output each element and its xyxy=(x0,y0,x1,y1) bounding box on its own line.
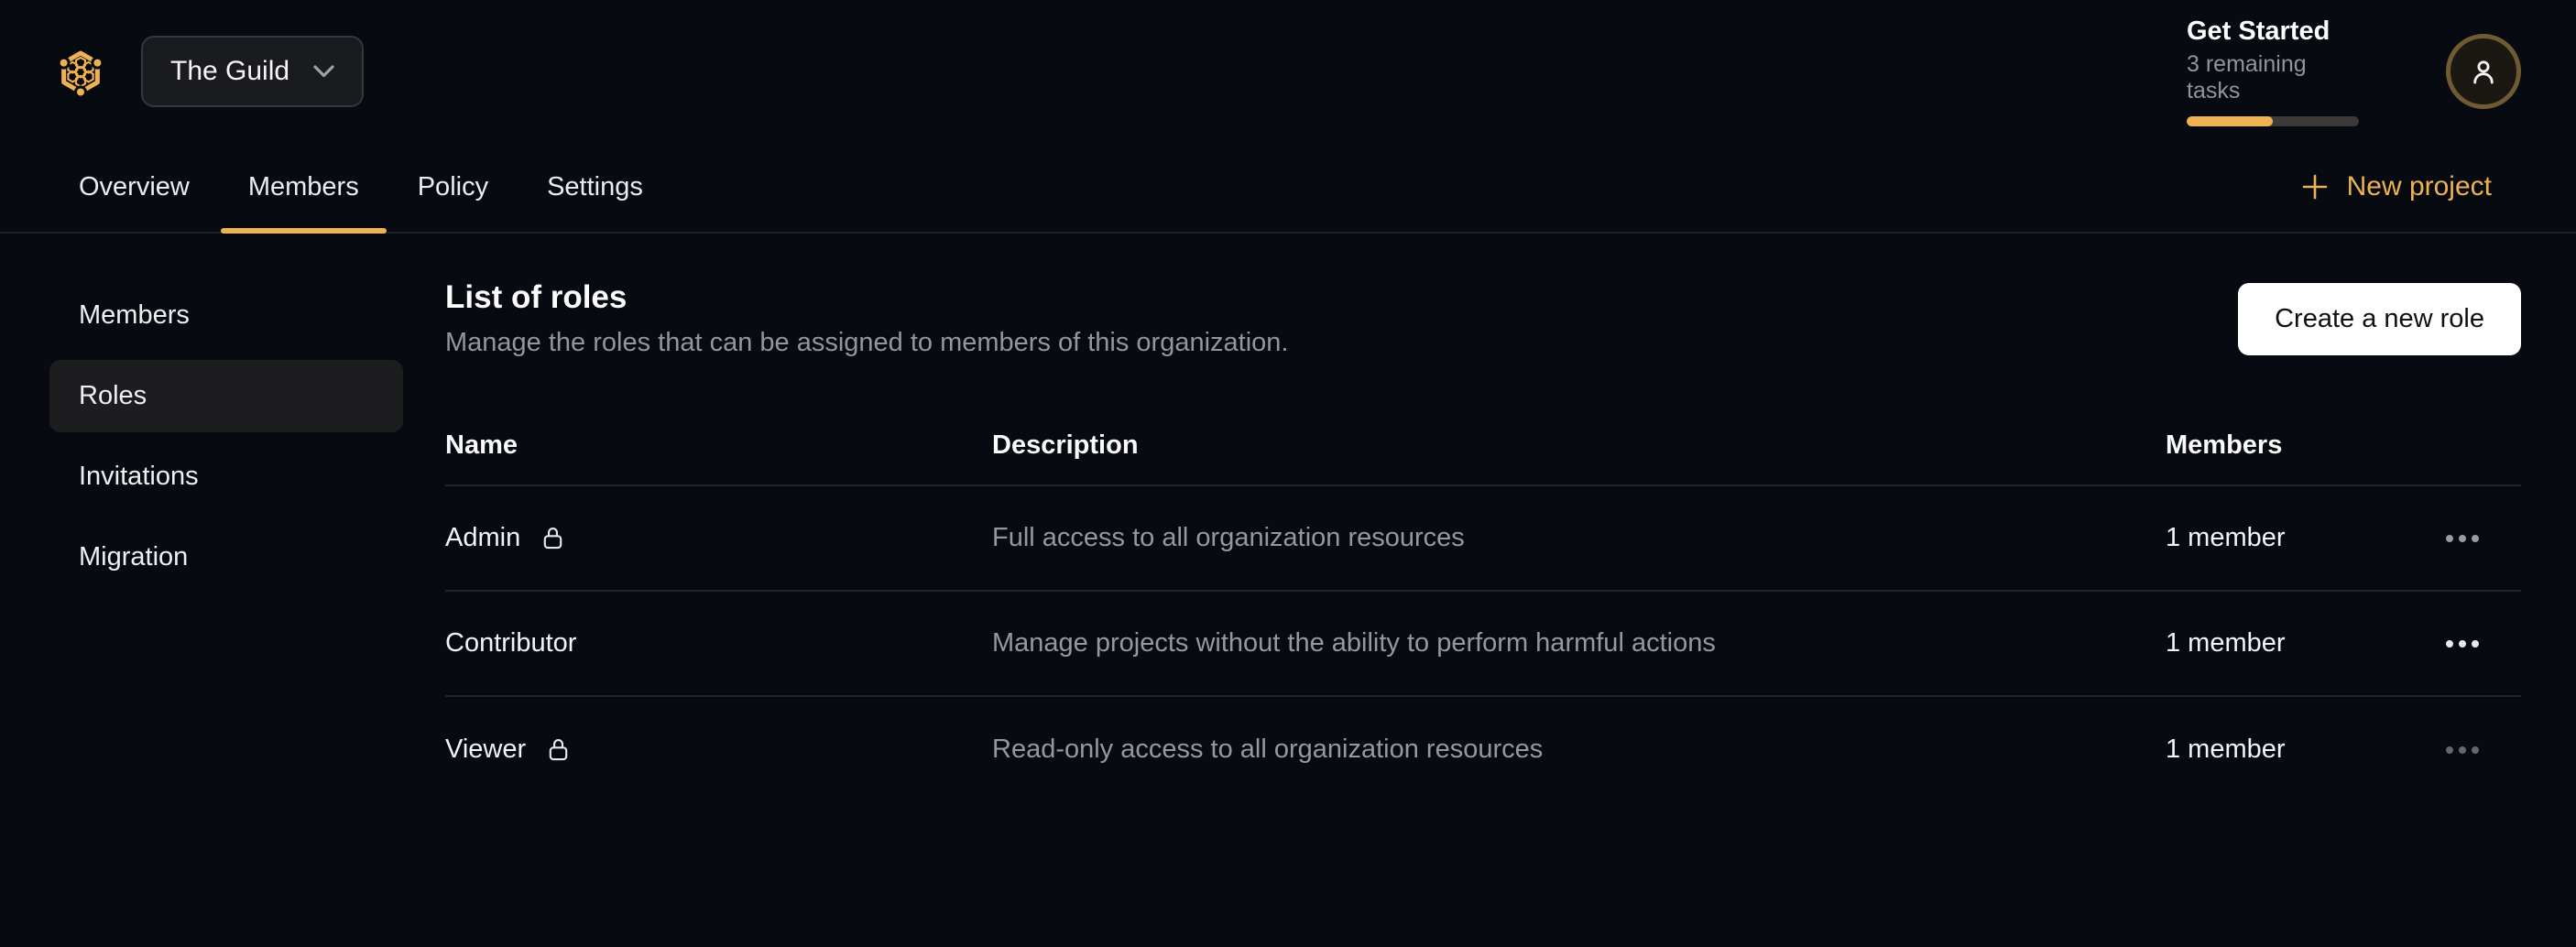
role-members-count: 1 member xyxy=(2166,628,2286,658)
role-members-count: 1 member xyxy=(2166,523,2286,552)
role-members-count: 1 member xyxy=(2166,735,2286,764)
org-switcher-button[interactable] xyxy=(141,36,364,107)
chevron-down-icon xyxy=(313,65,334,78)
get-started-remaining-tasks: 3 remaining tasks xyxy=(2187,50,2307,103)
table-row-viewer xyxy=(445,697,2521,802)
roles-heading-block xyxy=(445,279,1288,358)
get-started-progress-fill xyxy=(2187,116,2273,126)
create-role-button[interactable]: Create a new role xyxy=(2238,283,2521,355)
role-name: Admin xyxy=(445,523,521,552)
role-description: Manage projects without the ability to perform harmful actions xyxy=(992,628,1716,658)
tab-settings-label: Settings xyxy=(547,171,643,201)
row-actions-menu-button[interactable] xyxy=(2446,526,2521,551)
row-actions-menu-button[interactable] xyxy=(2446,737,2521,763)
page-subtitle: Manage the roles that can be assigned to members of this organization. xyxy=(445,328,1289,357)
sidebar-item-migration-label: Migration xyxy=(79,542,189,571)
sidebar-item-members[interactable] xyxy=(49,279,403,352)
role-name-cell xyxy=(445,628,992,659)
top-header xyxy=(0,0,2576,142)
roles-table-header xyxy=(445,406,2521,486)
row-actions-menu-button[interactable] xyxy=(2446,631,2521,657)
column-header-description: Description xyxy=(992,430,1139,460)
get-started-widget[interactable] xyxy=(2187,16,2359,126)
role-description: Full access to all organization resources xyxy=(992,523,1465,552)
table-row-admin xyxy=(445,486,2521,592)
roles-table xyxy=(445,406,2521,802)
header-right xyxy=(2187,16,2521,126)
org-switcher-label: The Guild xyxy=(170,55,290,86)
person-icon xyxy=(2467,55,2500,88)
role-name: Viewer xyxy=(445,735,527,764)
content-area xyxy=(0,234,2576,802)
tab-policy-label: Policy xyxy=(417,171,489,201)
table-row-contributor xyxy=(445,592,2521,697)
org-tabs-nav xyxy=(0,142,2576,234)
sidebar-item-roles[interactable] xyxy=(49,360,403,432)
sidebar-item-roles-label: Roles xyxy=(79,381,147,410)
tab-members[interactable] xyxy=(221,142,387,232)
roles-panel xyxy=(445,279,2521,802)
tab-overview[interactable] xyxy=(51,142,217,232)
sidebar-item-invitations-label: Invitations xyxy=(79,462,199,491)
hive-logo-icon[interactable] xyxy=(53,41,108,102)
members-sidebar xyxy=(49,279,403,602)
column-header-members: Members xyxy=(2166,430,2283,460)
role-description: Read-only access to all organization resources xyxy=(992,735,1544,764)
get-started-progress-bar xyxy=(2187,116,2359,126)
get-started-title: Get Started xyxy=(2187,16,2330,46)
user-avatar[interactable] xyxy=(2446,34,2521,109)
tab-members-label: Members xyxy=(247,171,359,201)
sidebar-item-migration[interactable] xyxy=(49,521,403,593)
plus-icon xyxy=(2301,173,2329,201)
column-header-name: Name xyxy=(445,430,518,460)
tab-settings[interactable] xyxy=(519,142,671,232)
new-project-button[interactable] xyxy=(2301,142,2492,232)
sidebar-item-members-label: Members xyxy=(79,300,190,330)
new-project-label: New project xyxy=(2346,171,2492,201)
lock-icon xyxy=(540,525,565,551)
tab-overview-label: Overview xyxy=(79,171,190,201)
role-name-cell xyxy=(445,735,992,765)
role-name-cell xyxy=(445,523,992,553)
roles-panel-header xyxy=(445,279,2521,358)
lock-icon xyxy=(546,736,571,763)
page-title: List of roles xyxy=(445,279,628,315)
role-name: Contributor xyxy=(445,628,577,658)
sidebar-item-invitations[interactable] xyxy=(49,441,403,513)
tab-policy[interactable] xyxy=(390,142,516,232)
